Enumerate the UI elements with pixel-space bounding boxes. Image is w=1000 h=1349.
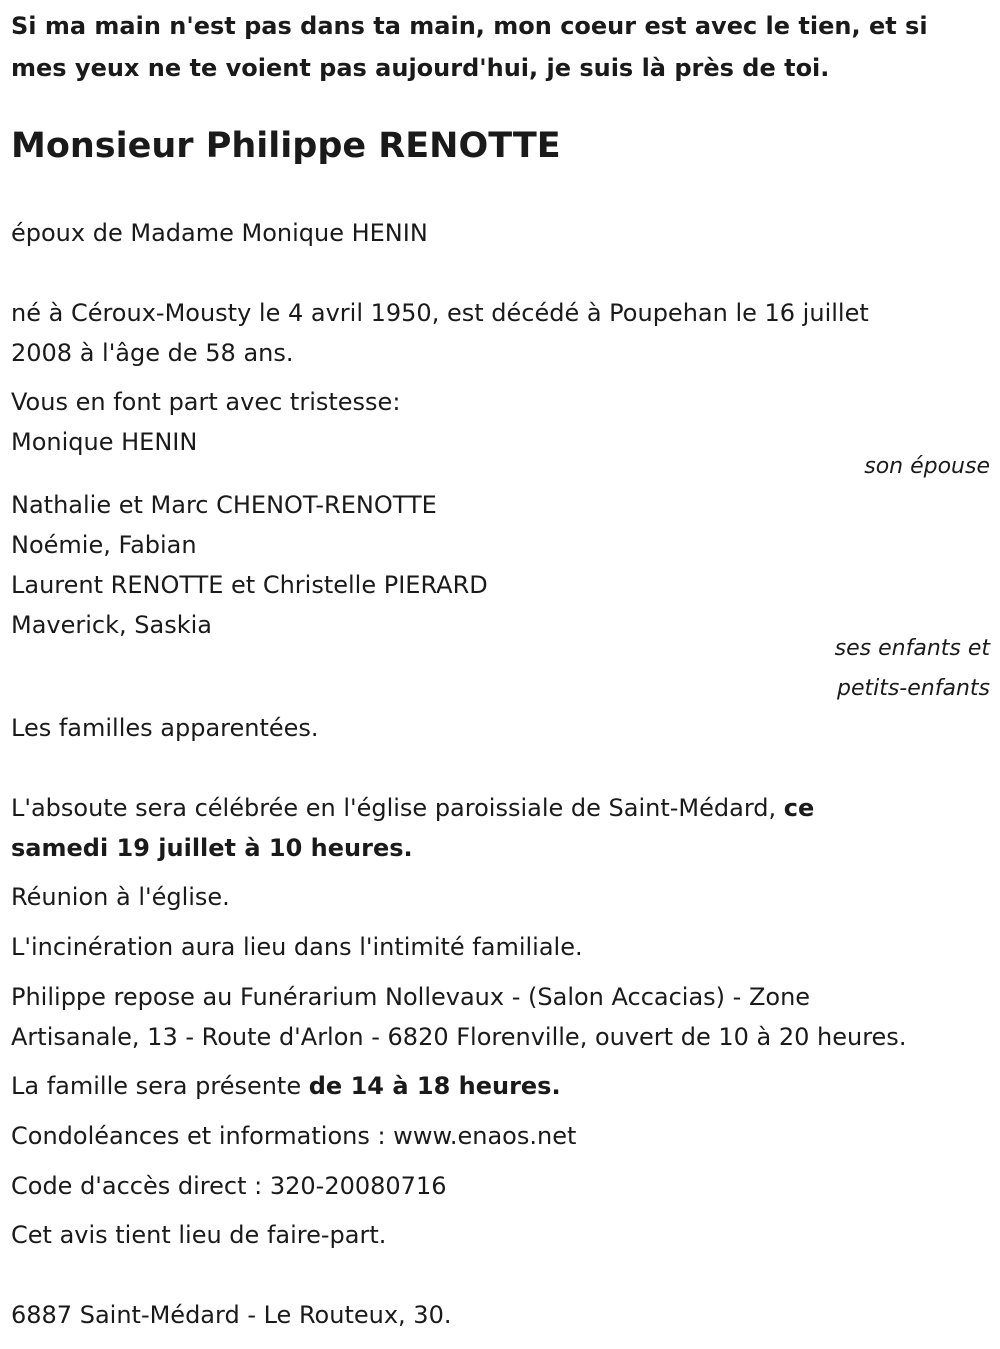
ceremony-line-2 [11,828,413,868]
children-role-line-2: petits-enfants [836,676,990,701]
spouse-role: son épouse [864,454,990,479]
address-line: 6887 Saint-Médard - Le Routeux, 30. [11,1301,452,1329]
meeting-line: Réunion à l'église. [11,883,230,911]
children-role-line-1: ses enfants et [834,636,990,661]
families-line: Les familles apparentées. [11,714,319,742]
child-line: Maverick, Saskia [11,611,212,639]
announce-intro: Vous en font part avec tristesse: [11,388,401,416]
opening-quote: Si ma main n'est pas dans ta main, mon coeur est avec le tien, et si mes yeux ne te voient pas aujourd'hui, je suis là près de toi. [11,12,928,82]
notice-line: Cet avis tient lieu de faire-part. [11,1221,387,1249]
ceremony-text: L'absoute sera célébrée en l'église paroissiale de Saint-Médard, [11,794,784,822]
spouse-line: époux de Madame Monique HENIN [11,219,428,247]
family-present-text: La famille sera présente [11,1072,309,1100]
condolences-line: Condoléances et informations : www.enaos.net [11,1122,577,1150]
repose-line-2: Artisanale, 13 - Route d'Arlon - 6820 Florenville, ouvert de 10 à 20 heures. [11,1023,907,1051]
incineration-line: L'incinération aura lieu dans l'intimité familiale. [11,933,583,961]
ceremony-line-1 [11,788,814,828]
ceremony-bold-start: ce [783,794,815,822]
birth-death-line-2: 2008 à l'âge de 58 ans. [11,339,294,367]
family-present-line [11,1066,561,1106]
deceased-name: Monsieur Philippe RENOTTE [11,126,561,166]
child-line: Laurent RENOTTE et Christelle PIERARD [11,571,488,599]
spouse-name: Monique HENIN [11,428,198,456]
child-line: Noémie, Fabian [11,531,197,559]
ceremony-date: samedi 19 juillet à 10 heures. [11,834,413,862]
access-code-line: Code d'accès direct : 320-20080716 [11,1172,447,1200]
family-present-hours: de 14 à 18 heures. [308,1072,561,1100]
birth-death-line-1: né à Céroux-Mousty le 4 avril 1950, est décédé à Poupehan le 16 juillet [11,299,869,327]
child-line: Nathalie et Marc CHENOT-RENOTTE [11,491,437,519]
repose-line-1: Philippe repose au Funérarium Nollevaux - (Salon Accacias) - Zone [11,983,811,1011]
